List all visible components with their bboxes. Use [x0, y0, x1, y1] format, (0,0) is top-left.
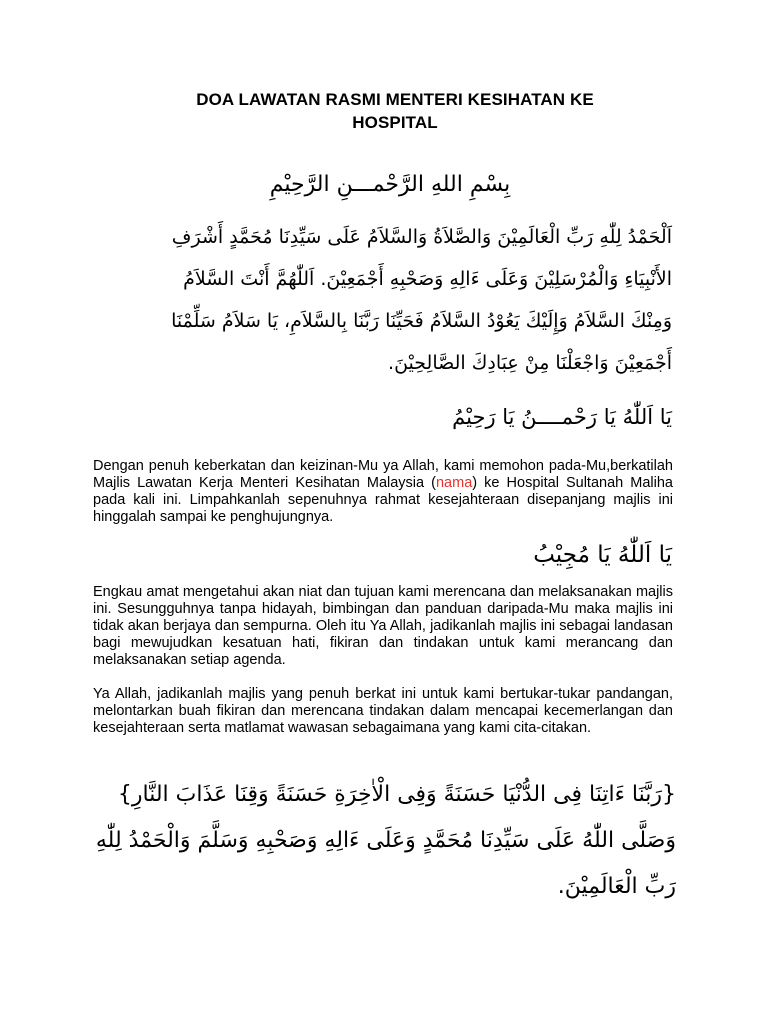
opening-prayer-line: أَجْمَعِيْنَ وَاجْعَلْنَا مِنْ عِبَادِكَ الصَّالِحِيْنَ. — [388, 352, 672, 374]
invocation-ya-allah-rahman: يَا اَللّٰهُ يَا رَحْمــــنُ يَا رَحِيْمُ — [452, 405, 672, 429]
closing-prayer-line: رَبِّ الْعَالَمِيْنَ. — [557, 874, 676, 899]
opening-prayer-line: الأَنْبِيَاءِ وَالْمُرْسَلِيْنَ وَعَلَى ءَالِهِ وَصَحْبِهِ أَجْمَعِيْنَ. اَللّٰهُمَّ أَنْتَ السَّلاَمُ — [183, 268, 672, 290]
paragraph-1-text-end: ) ke Hospital Sultanah Maliha pada kali ini. Limpahkanlah sepenuhnya rahmat kesejahteraan disepanjang majlis ini hinggalah sampai ke penghujungnya. — [93, 475, 673, 525]
invocation-ya-allah-mujib: يَا اَللّٰهُ يَا مُجِيْبُ — [533, 542, 672, 568]
closing-prayer — [96, 772, 676, 910]
paragraph-2: Engkau amat mengetahui akan niat dan tujuan kami merencana dan melaksanakan majlis ini. Sesungguhnya tanpa hidayah, bimbingan dan panduan daripada-Mu maka majlis ini tidak akan berjaya dan sempurna. Oleh itu Ya Allah, jadikanlah majlis ini sebagai landasan bagi mewujudkan kesatuan hati, fikiran dan tindakan untuk kami merancang dan melaksanakan setiap agenda. — [93, 584, 673, 668]
opening-prayer-line: اَلْحَمْدُ لِلّٰهِ رَبِّ الْعَالَمِيْنَ وَالصَّلاَةُ وَالسَّلاَمُ عَلَى سَيِّدِنَا مُحَمَّدٍ أَشْرَفِ — [171, 226, 672, 248]
closing-prayer-line: {رَبَّنَا ءَاتِنَا فِى الدُّنْيَا حَسَنَةً وَفِى الْاٰخِرَةِ حَسَنَةً وَقِنَا عَذَابَ النَّارِ} — [117, 782, 676, 807]
opening-prayer-line: وَمِنْكَ السَّلاَمُ وَإِلَيْكَ يَعُوْدُ السَّلاَمُ فَحَيِّنَا رَبَّنَا بِالسَّلاَمِ، يَا سَلاَمُ سَلِّمْنَا — [171, 310, 672, 332]
paragraph-1-text-start: Dengan penuh keberkatan dan keizinan-Mu ya Allah, kami memohon pada-Mu,berkatilah Majlis Lawatan Kerja Menteri Kesihatan Malaysia ( — [93, 458, 673, 491]
paragraph-1 — [93, 458, 673, 526]
name-placeholder: nama — [435, 475, 473, 491]
paragraph-3: Ya Allah, jadikanlah majlis yang penuh berkat ini untuk kami bertukar-tukar pandangan, melontarkan buah fikiran dan merencana tindakan dalam mencapai kecemerlangan dan kesejahteraan serta matlamat wawasan sebagaimana yang kami cita-citakan. — [93, 686, 673, 736]
title-line-1: DOA LAWATAN RASMI MENTERI KESIHATAN KE — [196, 90, 594, 109]
page-title — [100, 88, 690, 134]
closing-prayer-line: وَصَلَّى اللّٰهُ عَلَى سَيِّدِنَا مُحَمَّدٍ وَعَلَى ءَالِهِ وَصَحْبِهِ وَسَلَّمَ وَالْحَمْدُ لِلّٰهِ — [95, 828, 676, 853]
basmala: بِسْمِ اللهِ الرَّحْمـــنِ الرَّحِيْمِ — [269, 172, 511, 197]
opening-prayer — [172, 216, 672, 384]
title-line-2: HOSPITAL — [352, 113, 438, 132]
